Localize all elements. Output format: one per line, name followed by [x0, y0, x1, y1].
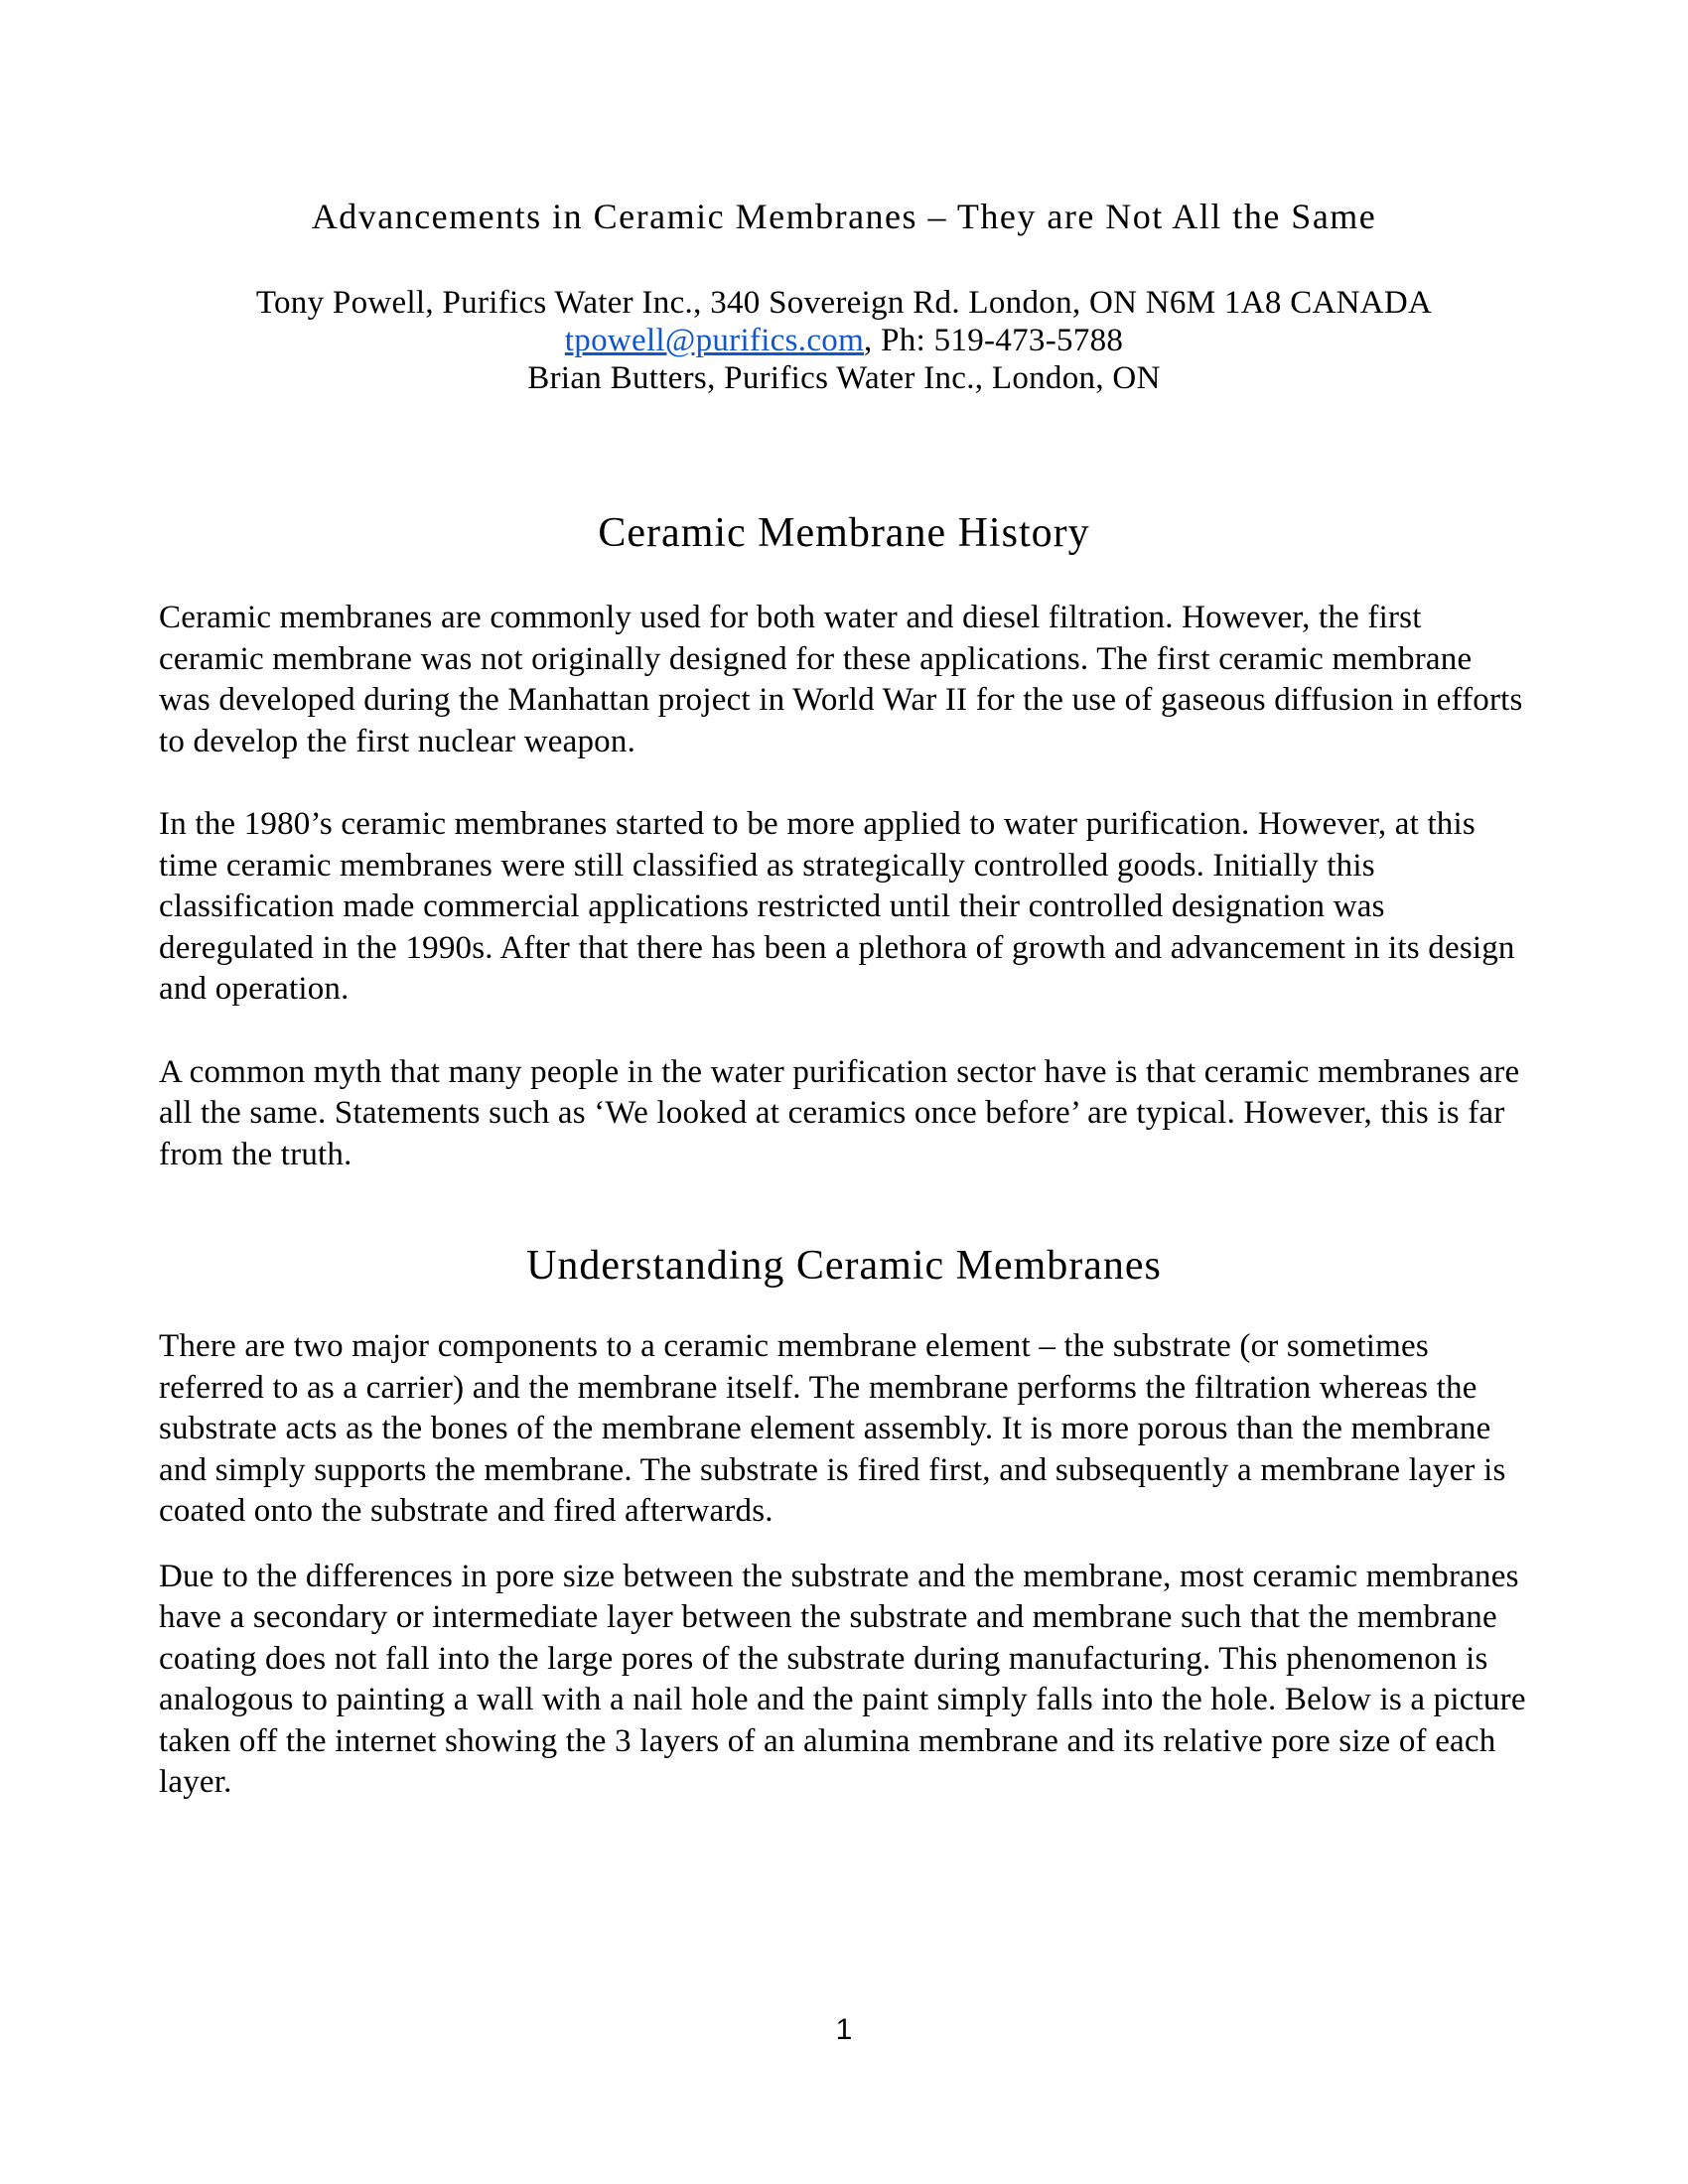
- paragraph-history-2: In the 1980’s ceramic membranes started to be more applied to water purification. However, at this time ceramic membranes were still classified as strategically controlled goods. Initially this classification made commercial applications restricted until their controlled designation was deregulated in the 1990s. After that there has been a plethora of growth and advancement in its design and operation.: [159, 806, 1515, 1007]
- author-line-2: [159, 322, 1529, 359]
- author-line-3: Brian Butters, Purifics Water Inc., London, ON: [527, 360, 1161, 396]
- page-number: 1: [835, 2013, 853, 2046]
- email-link[interactable]: tpowell@purifics.com: [564, 323, 865, 358]
- section-heading-understanding-ceramic-membranes: Understanding Ceramic Membranes: [526, 1243, 1162, 1289]
- paragraph-understanding-1: There are two major components to a ceramic membrane element – the substrate (or sometimes referred to as a carrier) and the membrane itself. The membrane performs the filtration whereas the substrate acts as the bones of the membrane element assembly. It is more porous than the membrane and simply supports the membrane. The substrate is fired first, and subsequently a membrane layer is coated onto the substrate and fired afterwards.: [159, 1328, 1506, 1529]
- paragraph-history-3: A common myth that many people in the water purification sector have is that ceramic membranes are all the same. Statements such as ‘We looked at ceramics once before’ are typical. However, this is far from the truth.: [159, 1053, 1520, 1172]
- author-block: [159, 284, 1529, 397]
- page-title: Advancements in Ceramic Membranes – They are Not All the Same: [311, 197, 1377, 236]
- section-heading-ceramic-membrane-history: Ceramic Membrane History: [598, 510, 1090, 556]
- author-line-1: Tony Powell, Purifics Water Inc., 340 Sovereign Rd. London, ON N6M 1A8 CANADA: [255, 285, 1433, 321]
- paragraph-understanding-2: Due to the differences in pore size between the substrate and the membrane, most ceramic membranes have a secondary or intermediate layer between the substrate and membrane such that the membrane coating does not fall into the large pores of the substrate during manufacturing. This phenomenon is analogous to painting a wall with a nail hole and the paint simply falls into the hole. Below is a picture taken off the internet showing the 3 layers of an alumina membrane and its relative pore size of each layer.: [159, 1558, 1526, 1800]
- paragraph-history-1: Ceramic membranes are commonly used for both water and diesel filtration. However, the first ceramic membrane was not originally designed for these applications. The first ceramic membrane was developed during the Manhattan project in World War II for the use of gaseous diffusion in efforts to develop the first nuclear weapon.: [159, 600, 1523, 759]
- phone-text: , Ph: 519-473-5788: [864, 323, 1124, 358]
